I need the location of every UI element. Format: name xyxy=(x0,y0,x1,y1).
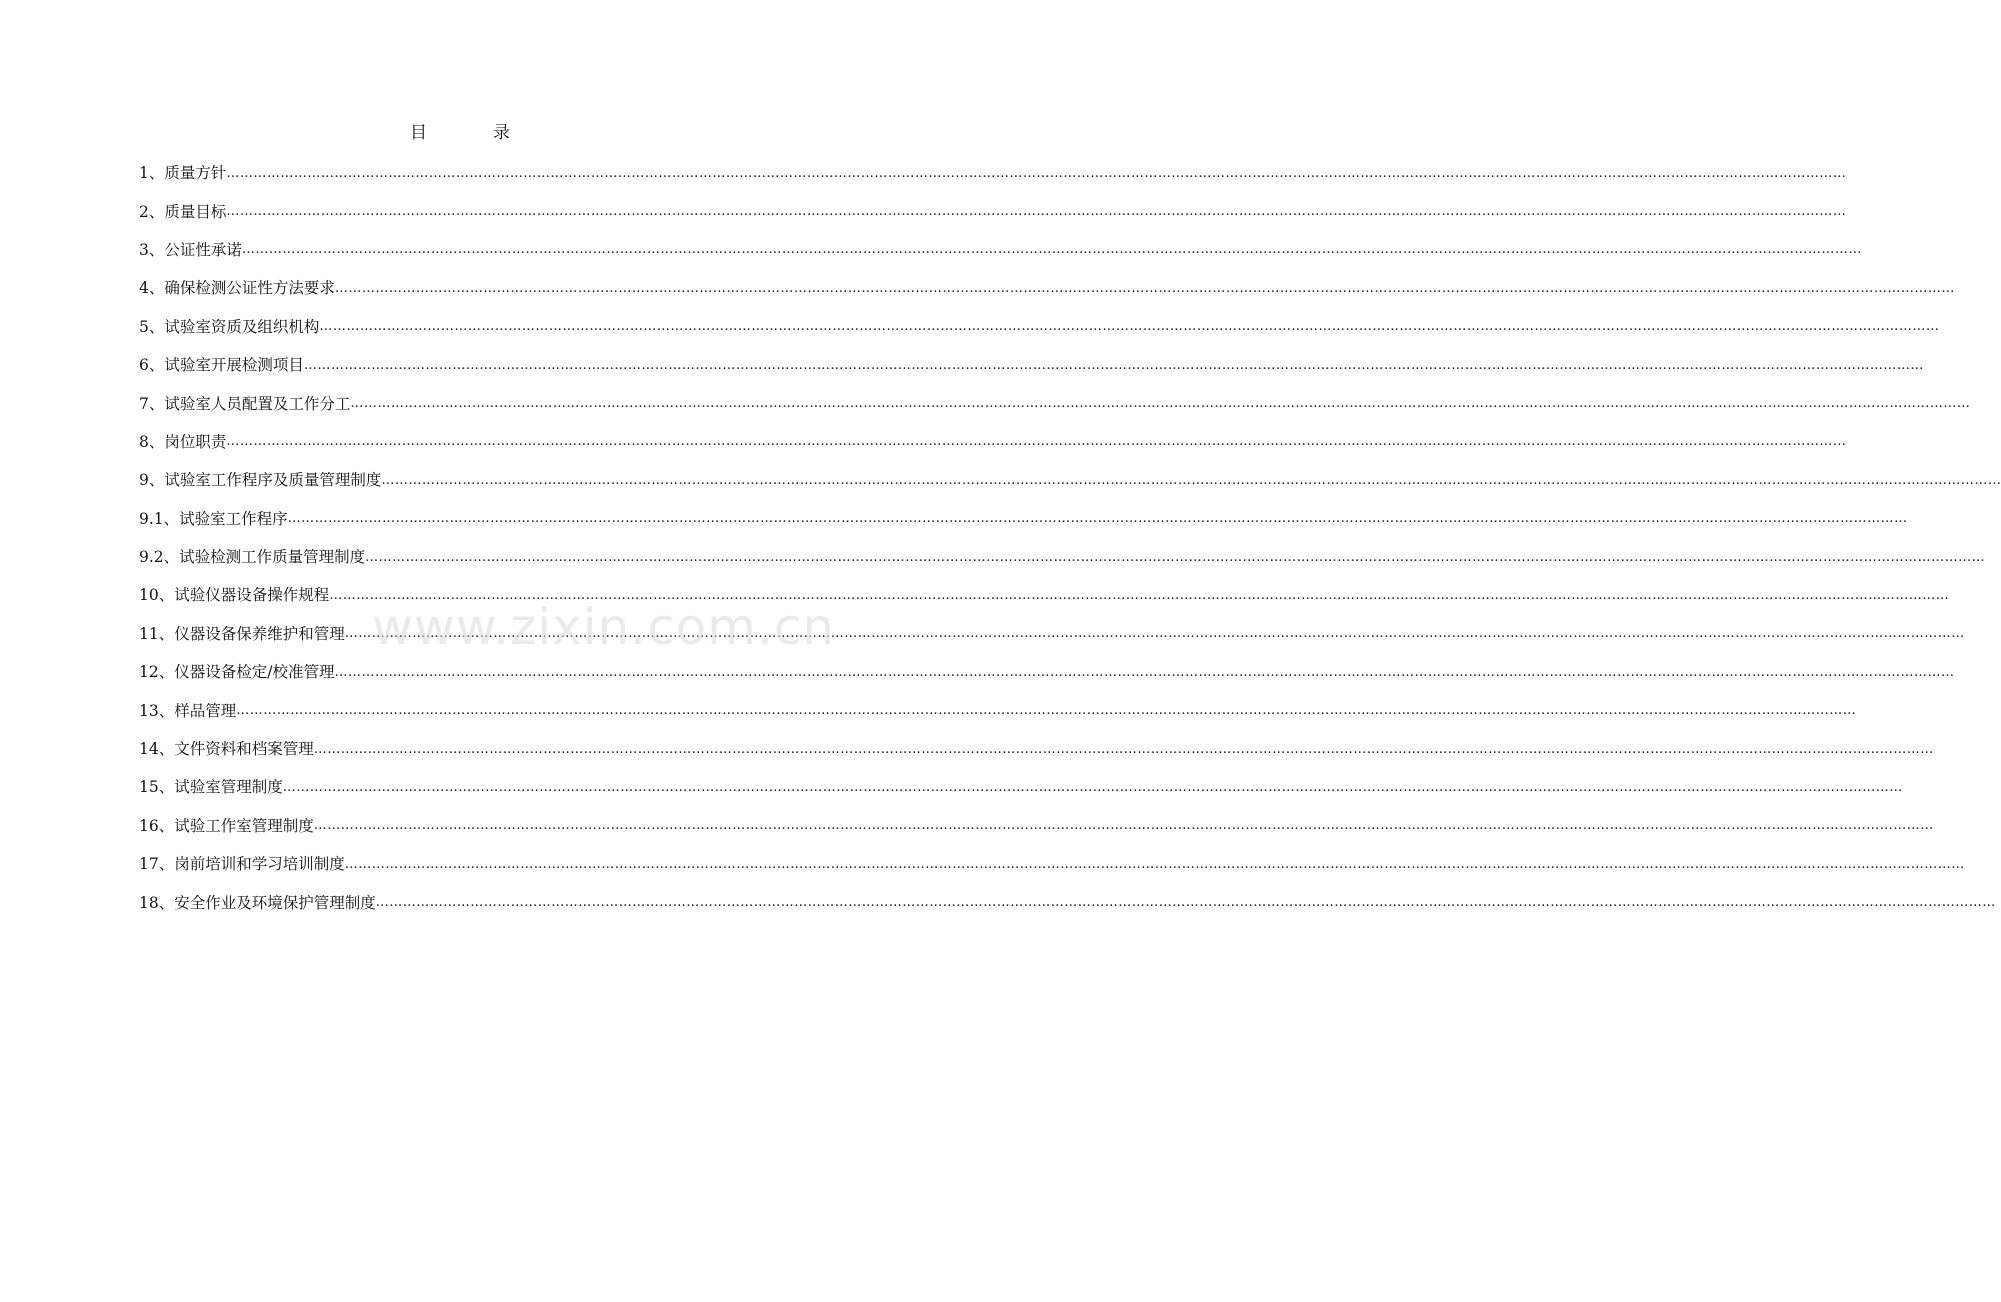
site-watermark: www.zixin.com.cn xyxy=(372,598,836,656)
toc-entry-label: 2、质量目标 xyxy=(139,202,227,221)
toc-entry-label: 12、仪器设备检定/校准管理 xyxy=(139,663,335,682)
toc-dot-leader: ……………………………………………………………………………………………………………………………………………………………………………………………………………………………………………………………………………………………………………………………… xyxy=(319,319,1940,335)
toc-dot-leader: ……………………………………………………………………………………………………………………………………………………………………………………………………………………………………………………………………………………………………………………………… xyxy=(344,626,1965,642)
toc-entry-label: 13、样品管理 xyxy=(139,701,237,720)
toc-entry-label: 9、试验室工作程序及质量管理制度 xyxy=(139,471,382,490)
toc-entry[interactable] xyxy=(139,422,1847,460)
toc-dot-leader: ……………………………………………………………………………………………………………………………………………………………………………………………………………………………………………………………………………………………………………………………… xyxy=(236,703,1857,719)
toc-title-char-1: 目 xyxy=(410,123,427,143)
toc-entry[interactable] xyxy=(139,307,1940,345)
toc-dot-leader: ……………………………………………………………………………………………………………………………………………………………………………………………………………………………………………………………………………………………………………………………… xyxy=(334,280,1955,296)
toc-entry[interactable] xyxy=(139,230,1862,268)
toc-dot-leader: ……………………………………………………………………………………………………………………………………………………………………………………………………………………………………………………………………………………………………………………………… xyxy=(226,434,1847,450)
toc-entry[interactable] xyxy=(139,690,1857,728)
toc-entry[interactable] xyxy=(139,806,1934,844)
toc-entry[interactable] xyxy=(139,575,1950,613)
toc-title xyxy=(0,118,920,143)
toc-entry-label: 11、仪器设备保养维护和管理 xyxy=(139,624,345,643)
toc-entry-label: 15、试验室管理制度 xyxy=(139,778,283,797)
toc-entry[interactable] xyxy=(139,614,1965,652)
toc-entry-label: 16、试验工作室管理制度 xyxy=(139,816,314,835)
toc-dot-leader: ……………………………………………………………………………………………………………………………………………………………………………………………………………………………………………………………………………………………………………………………… xyxy=(303,357,1924,373)
toc-entry-label: 9.1、试验室工作程序 xyxy=(139,509,288,528)
toc-entry[interactable] xyxy=(139,383,1971,421)
toc-entry[interactable] xyxy=(139,844,1965,882)
toc-entry-label: 3、公证性承诺 xyxy=(139,240,242,259)
toc-dot-leader: ……………………………………………………………………………………………………………………………………………………………………………………………………………………………………………………………………………………………………………………………… xyxy=(313,741,1934,757)
toc-entry-label: 8、岗位职责 xyxy=(139,432,227,451)
toc-dot-leader: ……………………………………………………………………………………………………………………………………………………………………………………………………………………………………………………………………………………………………………………………… xyxy=(329,587,1950,603)
toc-entry[interactable] xyxy=(139,345,1924,383)
toc-entry-label: 9.2、试验检测工作质量管理制度 xyxy=(139,548,366,567)
toc-entry[interactable] xyxy=(139,499,1908,537)
toc-entry[interactable] xyxy=(139,460,2001,498)
toc-entry-label: 1、质量方针 xyxy=(139,164,227,183)
toc-dot-leader: ……………………………………………………………………………………………………………………………………………………………………………………………………………………………………………………………………………………………………………………………… xyxy=(313,818,1934,834)
toc-dot-leader: ……………………………………………………………………………………………………………………………………………………………………………………………………………………………………………………………………………………………………………………………… xyxy=(365,549,1986,565)
toc-dot-leader: ……………………………………………………………………………………………………………………………………………………………………………………………………………………………………………………………………………………………………………………………… xyxy=(344,856,1965,872)
toc-entry[interactable] xyxy=(139,537,1986,575)
toc-dot-leader: ……………………………………………………………………………………………………………………………………………………………………………………………………………………………………………………………………………………………………………………………… xyxy=(334,664,1955,680)
toc-dot-leader: ……………………………………………………………………………………………………………………………………………………………………………………………………………………………………………………………………………………………………………………………… xyxy=(226,204,1847,220)
toc-dot-leader: ……………………………………………………………………………………………………………………………………………………………………………………………………………………………………………………………………………………………………………………………… xyxy=(282,779,1903,795)
toc-entry-label: 14、文件资料和档案管理 xyxy=(139,740,314,759)
toc-entry[interactable] xyxy=(139,882,1996,920)
toc-entry-label: 18、安全作业及环境保护管理制度 xyxy=(139,893,376,912)
toc-entry-label: 4、确保检测公证性方法要求 xyxy=(139,279,335,298)
toc-dot-leader: ……………………………………………………………………………………………………………………………………………………………………………………………………………………………………………………………………………………………………………………………… xyxy=(226,165,1847,181)
toc-dot-leader: ……………………………………………………………………………………………………………………………………………………………………………………………………………………………………………………………………………………………………………………………… xyxy=(241,242,1862,258)
toc-entry[interactable] xyxy=(139,191,1847,229)
toc-dot-leader: ……………………………………………………………………………………………………………………………………………………………………………………………………………………………………………………………………………………………………………………………… xyxy=(375,895,1996,911)
toc-dot-leader: ……………………………………………………………………………………………………………………………………………………………………………………………………………………………………………………………………………………………………………………………… xyxy=(287,511,1908,527)
toc-entry[interactable] xyxy=(139,729,1934,767)
toc-entry[interactable] xyxy=(139,153,1847,191)
toc-entry[interactable] xyxy=(139,268,1955,306)
toc-entry-label: 5、试验室资质及组织机构 xyxy=(139,317,320,336)
toc-entry-label: 17、岗前培训和学习培训制度 xyxy=(139,855,345,874)
toc-dot-leader: ……………………………………………………………………………………………………………………………………………………………………………………………………………………………………………………………………………………………………………………………… xyxy=(381,472,2001,488)
toc-dot-leader: ……………………………………………………………………………………………………………………………………………………………………………………………………………………………………………………………………………………………………………………………… xyxy=(350,396,1971,412)
toc-entry[interactable] xyxy=(139,652,1955,690)
toc-entry-label: 6、试验室开展检测项目 xyxy=(139,356,304,375)
table-of-contents xyxy=(139,153,2001,921)
toc-entry-label: 10、试验仪器设备操作规程 xyxy=(139,586,330,605)
toc-entry[interactable] xyxy=(139,767,1903,805)
toc-title-char-2: 录 xyxy=(493,123,510,143)
toc-entry-label: 7、试验室人员配置及工作分工 xyxy=(139,394,351,413)
